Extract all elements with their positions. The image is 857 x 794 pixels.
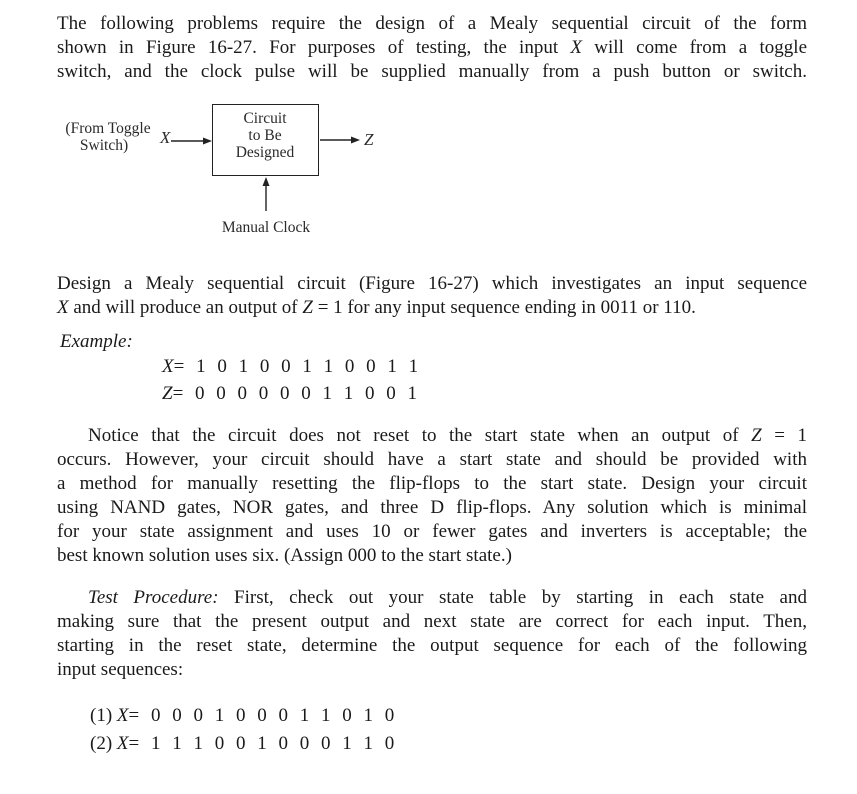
clock-label: Manual Clock <box>221 219 311 236</box>
intro-line: shown in Figure 16-27. For purposes of testing, the input X will come from a toggle <box>57 37 808 58</box>
test-line: input sequences: <box>57 659 184 680</box>
input-label-x: X <box>160 128 171 147</box>
intro-line: switch, and the clock pulse will be supplied manually from a push button or switch. <box>57 61 807 82</box>
notice-paragraph <box>57 424 807 568</box>
example-z-sequence: Z= 0 0 0 0 0 0 1 1 0 0 1 <box>162 383 421 404</box>
source-label: (From Toggle Switch) <box>65 120 151 154</box>
clock-arrowhead <box>263 177 270 186</box>
test-line: Test Procedure: First, check out your state table by starting in each state and <box>88 587 807 608</box>
box-text: to Be <box>248 127 282 144</box>
output-label-z: Z <box>364 130 374 149</box>
sequence-item: (2) X= 1 1 1 0 0 1 0 0 0 1 1 0 <box>90 733 398 754</box>
output-arrowhead <box>351 137 360 144</box>
example-x-sequence: X= 1 0 1 0 0 1 1 0 0 1 1 <box>162 356 422 377</box>
test-paragraph <box>57 586 807 682</box>
notice-line: using NAND gates, NOR gates, and three D flip-flops. Any solution which is minimal <box>57 497 807 518</box>
sequence-item: (1) X= 0 0 0 1 0 0 0 1 1 0 1 0 <box>90 705 398 726</box>
notice-line: Notice that the circuit does not reset to the start state when an output of Z = 1 <box>88 425 808 446</box>
design-paragraph <box>57 272 807 320</box>
design-line: Design a Mealy sequential circuit (Figure 16-27) which investigates an input sequence <box>57 273 807 294</box>
test-line: starting in the reset state, determine the output sequence for each of the following <box>57 635 807 656</box>
intro-line: The following problems require the design of a Mealy sequential circuit of the form <box>57 13 807 34</box>
input-arrowhead <box>203 138 212 145</box>
design-line: X and will produce an output of Z = 1 for any input sequence ending in 0011 or 110. <box>57 297 696 318</box>
box-text: Designed <box>235 144 295 161</box>
notice-line: a method for manually resetting the flip-flops to the start state. Design your circuit <box>57 473 807 494</box>
test-line: making sure that the present output and next state are correct for each input. Then, <box>57 611 807 632</box>
box-text: Circuit <box>243 110 287 127</box>
example-label: Example: <box>60 331 133 352</box>
notice-line: best known solution uses six. (Assign 000 to the start state.) <box>57 545 512 566</box>
notice-line: occurs. However, your circuit should have a start state and should be provided with <box>57 449 807 470</box>
circuit-box <box>212 104 319 176</box>
notice-line: for your state assignment and uses 10 or fewer gates and inverters is acceptable; the <box>57 521 807 542</box>
